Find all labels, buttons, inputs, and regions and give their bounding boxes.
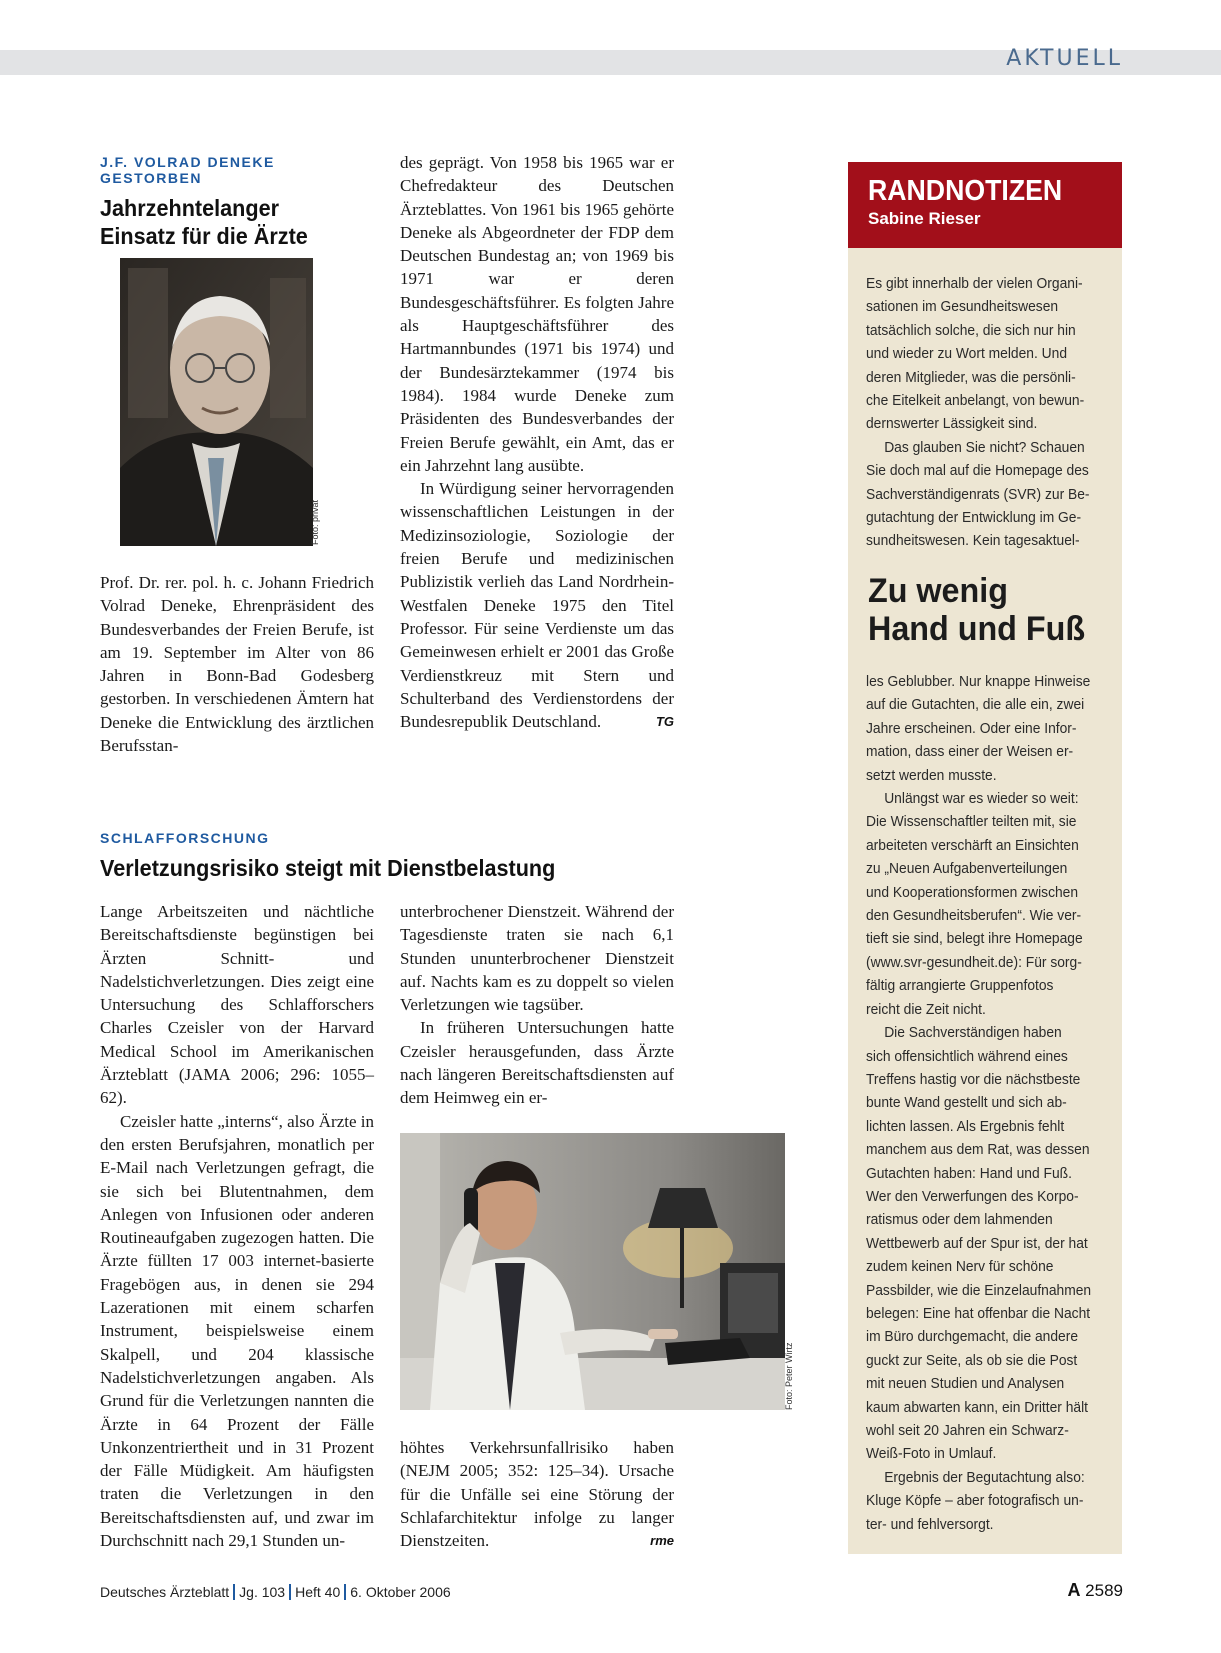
sidebar-line: wohl seit 20 Jahren ein Schwarz- (866, 1422, 1069, 1439)
footer-issue: Heft 40 (295, 1584, 341, 1600)
sidebar-line: auf die Gutachten, die alle ein, zwei (866, 696, 1085, 714)
portrait-photo (120, 258, 313, 546)
sidebar-line: fältig arrangierte Gruppenfotos (866, 977, 1054, 995)
article2-header (100, 830, 700, 882)
sidebar-line: Die Sachverständigen haben (884, 1024, 1062, 1042)
sidebar-line: im Büro durchgemacht, die andere (866, 1328, 1079, 1346)
article1-headline-line2: Einsatz für die Ärzte (100, 223, 308, 249)
footer-separator (233, 1584, 235, 1600)
sidebar-line: und Kooperationsformen zwischen (866, 883, 1079, 901)
sidebar-para6 (866, 1466, 1112, 1536)
sidebar-line: Treffens hastig vor die nächstbeste (866, 1070, 1081, 1088)
sidebar-line: Sie doch mal auf die Homepage des (866, 462, 1089, 480)
sidebar-line: Kluge Köpfe – aber fotografisch un- (866, 1492, 1084, 1510)
sidebar-line: Es gibt innerhalb der vielen Organi- (866, 275, 1083, 292)
sidebar-line: Jahre erscheinen. Oder eine Infor- (866, 719, 1077, 737)
sidebar-line: Wettbewerb auf der Spur ist, der hat (866, 1234, 1088, 1252)
page-number-value: 2589 (1085, 1581, 1123, 1600)
article2-col2-bottom (400, 1436, 674, 1552)
article1-col2-p1: des geprägt. Von 1958 bis 1965 war er Chefredakteur des Deutschen Ärzteblattes. Von 1961 bis 1965 gehörte Deneke als Abgeordneter der FDP dem Deutschen Bundestag an; von 1969 bis 1971 war er deren Bundesgeschäftsführer. Es folgten Jahre als Hauptgeschäftsführer des Hartmannbundes (1971 bis 1974) und der Bundesärztekammer (1974 bis 1984). 1984 wurde Deneke zum Präsidenten des Bundesverbandes der Freien Berufe gewählt, ein Amt, das er ein Jahrzehnt lang ausübte. (400, 153, 674, 475)
page-prefix: A (1067, 1580, 1081, 1600)
sidebar-line: dernswerter Lässigkeit sind. (866, 415, 1038, 433)
sidebar-line: Sachverständigenrats (SVR) zur Be- (866, 485, 1090, 503)
article2-col2-p1: unterbrochener Dienstzeit. Während der Tagesdienste traten sie nach 6,1 Stunden ununterbrochener Dienstzeit auf. Nachts kam es zu doppelt so vielen Verletzungen wie tagsüber. (400, 902, 674, 1015)
article2-kicker: SCHLAFFORSCHUNG (100, 830, 270, 846)
article1-col1-text: Prof. Dr. rer. pol. h. c. Johann Friedrich Volrad Deneke, Ehrenpräsident des Bundesverbandes der Freien Berufe, ist am 19. September im Alter von 86 Jahren in Bonn-Bad Godesberg gestorben. In verschiedenen Ämtern hat Deneke die Entwicklung des ärztlichen Berufsstan- (100, 573, 374, 756)
sidebar-line: che Eitelkeit anbelangt, von bewun- (866, 392, 1085, 410)
sidebar-headline (868, 572, 1097, 648)
sidebar-headline-line1: Zu wenig (868, 572, 1008, 610)
sidebar-line: gutachtung der Entwicklung im Ge- (866, 509, 1082, 527)
sidebar-line: ter- und fehlversorgt. (866, 1515, 994, 1533)
sidebar-line: tatsächlich solche, die sich nur hin (866, 321, 1076, 339)
sidebar-line: les Geblubber. Nur knappe Hinweise (866, 673, 1091, 690)
sidebar-line: (www.svr-gesundheit.de): Für sorg- (866, 953, 1082, 971)
footer-date: 6. Oktober 2006 (350, 1584, 451, 1600)
article2-signature: rme (650, 1533, 674, 1549)
sidebar-line: kaum abwarten kann, ein Dritter hält (866, 1398, 1089, 1416)
article1-photo-credit: Foto: privat (310, 499, 320, 545)
sidebar-line: Weiß-Foto in Umlauf. (866, 1445, 997, 1463)
sidebar-line: zudem keinen Nerv für schöne (866, 1258, 1054, 1276)
footer-separator (289, 1584, 291, 1600)
sidebar-line: Das glauben Sie nicht? Schauen (884, 438, 1085, 456)
sidebar-line: und wieder zu Wort melden. Und (866, 345, 1068, 363)
sidebar-para4 (866, 787, 1112, 1021)
article1-col1 (100, 571, 374, 757)
article1-headline-line1: Jahrzehntelanger (100, 195, 280, 221)
sidebar-randnotizen (848, 162, 1122, 1554)
sidebar-line: sationen im Gesundheitswesen (866, 298, 1059, 316)
sidebar-line: mit neuen Studien und Analysen (866, 1375, 1065, 1393)
sidebar-title: RANDNOTIZEN (868, 175, 1063, 207)
sidebar-line: sich offensichtlich während eines (866, 1047, 1068, 1065)
sidebar-line: Gutachten haben: Hand und Fuß. (866, 1164, 1072, 1182)
article1-col2-p2 (400, 477, 674, 733)
article2-headline: Verletzungsrisiko steigt mit Dienstbelastung (100, 855, 556, 881)
article2-col1 (100, 900, 374, 1552)
article2-photo-credit: Foto: Peter Wirtz (784, 1342, 794, 1410)
sidebar-line: zu „Neuen Aufgabenverteilungen (866, 860, 1068, 878)
article1-col2-p2-text: In Würdigung seiner hervorragenden wissenschaftlichen Leistungen in der Medizinsoziologie, Soziologie der freien Berufe und medizinischen Publizistik verlieh das Land Nordrhein-Westfalen Deneke 1975 den Titel Professor. Für seine Verdienste um das Gemeinwesen erhielt er 2001 das Große Verdienstkreuz mit Stern und Schulterband des Verdienstordens der Bundesrepublik Deutschland. (400, 479, 674, 732)
sidebar-line: Passbilder, wie die Einzelaufnahmen (866, 1281, 1092, 1299)
sidebar-line: Die Wissenschaftler teilten mit, sie (866, 813, 1077, 831)
sidebar-line: lichten lassen. Als Ergebnis fehlt (866, 1117, 1065, 1135)
article1-signature: TG (655, 714, 674, 730)
sidebar-line: arbeiteten verschärft an Einsichten (866, 836, 1079, 854)
sidebar-line: deren Mitglieder, was die persönli- (866, 368, 1076, 386)
sidebar-header (848, 162, 1122, 248)
sidebar-para5 (866, 1021, 1112, 1466)
sidebar-para1 (866, 272, 1112, 436)
sidebar-text-bottom (866, 670, 1112, 1536)
page-number (1067, 1580, 1123, 1601)
sidebar-text-top (866, 272, 1112, 553)
sidebar-line: tieft sie sind, belegt ihre Homepage (866, 930, 1083, 948)
sidebar-line: bunte Wand gestellt und sich ab- (866, 1094, 1067, 1112)
section-label: AKTUELL (1006, 46, 1123, 71)
article2-col1-p2: Czeisler hatte „interns“, also Ärzte in den ersten Berufsjahren, monatlich per E-Mail nach Verletzungen gefragt, die sie sich bei Blutentnahmen, dem Anlegen von Infusionen oder anderen Routineaufgaben zugezogen hatten. Die Ärzte füllten 17 003 internet-basierte Fragebögen aus, in denen sie 294 Lazerationen mit einem scharfen Instrument, beispielsweise einem Skalpell, und 204 klassische Nadelstichverletzungen angaben. Als Grund für die Verletzungen nannten die Ärzte in 64 Prozent der Fälle Unkonzentriertheit und in 31 Prozent der Fälle Müdigkeit. Am häufigsten traten die Verletzungen in den Bereitschaftsdiensten auf, und zwar im Durchschnitt nach 29,1 Stunden un- (100, 1111, 374, 1551)
sidebar-headline-line2: Hand und Fuß (868, 610, 1086, 648)
article2-col2-top (400, 900, 674, 1110)
sidebar-line: reicht die Zeit nicht. (866, 1000, 986, 1018)
article2-col2-p2: In früheren Untersuchungen hatte Czeisler herausgefunden, dass Ärzte nach längeren Bereitschaftsdiensten auf dem Heimweg ein er- (400, 1018, 674, 1108)
doctor-illustration (400, 1133, 785, 1410)
footer-separator (344, 1584, 346, 1600)
article1-header (100, 154, 380, 250)
sidebar-line: guckt zur Seite, als ob sie die Post (866, 1351, 1078, 1369)
footer-volume: Jg. 103 (239, 1584, 286, 1600)
article2-col2-p3-wrap (400, 1436, 674, 1552)
sidebar-line: sundheitswesen. Kein tagesaktuel- (866, 532, 1080, 550)
sidebar-line: Ergebnis der Begutachtung also: (884, 1468, 1085, 1486)
sidebar-line: belegen: Eine hat offenbar die Nacht (866, 1304, 1091, 1322)
sidebar-line: Wer den Verwerfungen des Korpo- (866, 1187, 1079, 1205)
portrait-illustration (120, 258, 313, 546)
doctor-photo (400, 1133, 785, 1410)
article2-col1-p1: Lange Arbeitszeiten und nächtliche Bereitschaftsdienste begünstigen bei Ärzten Schnitt- und Nadelstichverletzungen. Dies zeigt eine Untersuchung des Schlafforschers Charles Czeisler von der Harvard Medical School im Amerikanischen Ärzteblatt (JAMA 2006; 296: 1055–62). (100, 902, 374, 1108)
sidebar-line: ratismus oder dem lahmenden (866, 1211, 1053, 1229)
sidebar-line: den Gesundheitsberufen“. Wie ver- (866, 907, 1082, 925)
sidebar-line: manchem aus dem Rat, was dessen (866, 1141, 1090, 1159)
article2-col2-p3: höhtes Verkehrsunfallrisiko haben (NEJM 2005; 352: 125–34). Ursache für die Unfälle sei eine Störung der Schlafarchitektur infolge zu langer Dienstzeiten. (400, 1438, 674, 1551)
sidebar-para3 (866, 670, 1112, 787)
sidebar-author: Sabine Rieser (868, 209, 981, 228)
sidebar-line: Unlängst war es wieder so weit: (884, 790, 1079, 808)
sidebar-line: setzt werden musste. (866, 766, 997, 784)
article1-kicker: J.F. VOLRAD DENEKE GESTORBEN (100, 154, 275, 186)
sidebar-para2 (866, 436, 1112, 553)
footer-journal: Deutsches Ärzteblatt (100, 1584, 230, 1600)
article1-col2 (400, 151, 674, 733)
footer (100, 1584, 451, 1600)
sidebar-line: mation, dass einer der Weisen er- (866, 743, 1074, 761)
